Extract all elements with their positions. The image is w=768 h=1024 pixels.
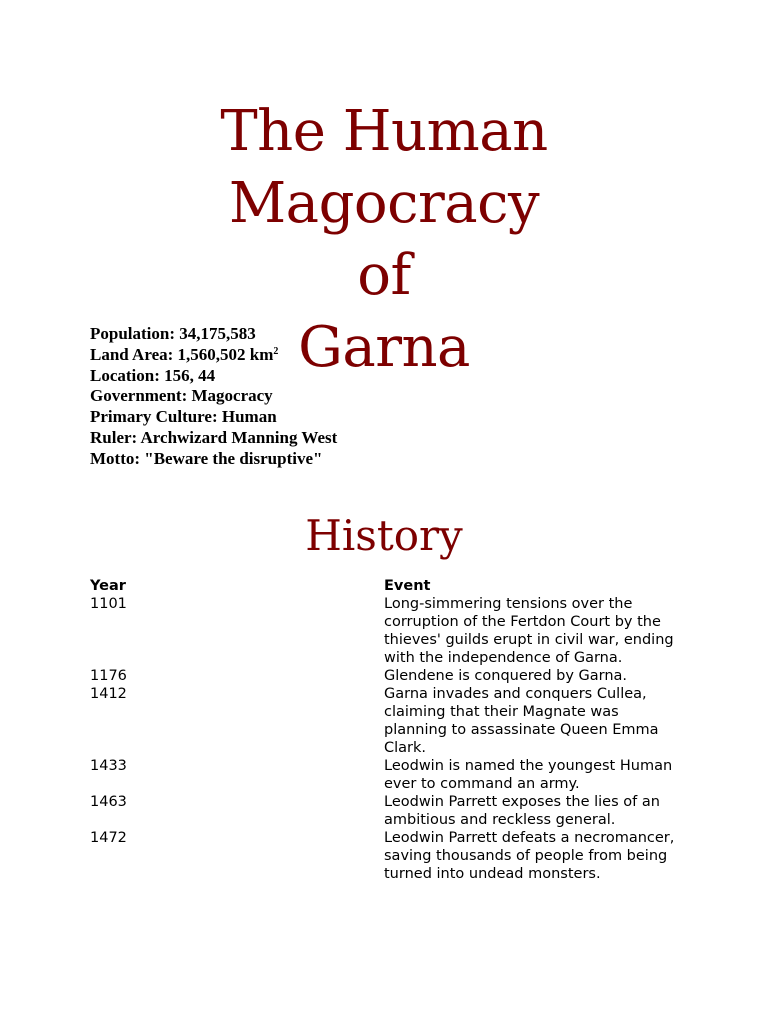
event-cell: Glendene is conquered by Garna.: [384, 668, 628, 684]
table-body: [90, 595, 684, 883]
fact-ruler: Ruler: Archwizard Manning West: [90, 427, 338, 447]
column-header-year: Year: [90, 578, 126, 594]
title-line-2: of: [357, 243, 411, 308]
fact-primary-culture: Primary Culture: Human: [90, 407, 277, 427]
nation-facts: [90, 324, 337, 470]
table-row: [90, 667, 684, 685]
table-row: [90, 685, 684, 757]
title-line-1: The Human Magocracy: [220, 99, 548, 236]
year-cell: 1472: [90, 830, 127, 846]
table-row: [90, 793, 684, 829]
year-cell: 1463: [90, 794, 127, 810]
table-row: [90, 595, 684, 667]
table-header-row: [90, 577, 684, 595]
year-cell: 1101: [90, 596, 127, 612]
column-header-event: Event: [384, 578, 431, 594]
event-cell: Long-simmering tensions over the corruption of the Fertdon Court by the thieves' guilds erupt in civil war, ending with the independence of Garna.: [384, 596, 674, 666]
year-cell: 1412: [90, 686, 127, 702]
event-cell: Garna invades and conquers Cullea, claiming that their Magnate was planning to assassinate Queen Emma Clark.: [384, 686, 659, 756]
year-cell: 1433: [90, 758, 127, 774]
fact-location: Location: 156, 44: [90, 365, 216, 385]
table-row: [90, 829, 684, 883]
event-cell: Leodwin Parrett defeats a necromancer, saving thousands of people from being turned into undead monsters.: [384, 830, 675, 882]
year-cell: 1176: [90, 668, 127, 684]
fact-land-area-superscript: 2: [273, 345, 279, 357]
title-line-3: Garna: [298, 315, 470, 380]
history-heading: History: [305, 511, 463, 560]
fact-land-area-text: Land Area: 1,560,502 km: [90, 344, 274, 364]
history-timeline-table: [90, 577, 684, 883]
fact-population: Population: 34,175,583: [90, 324, 256, 343]
fact-government: Government: Magocracy: [90, 386, 273, 406]
event-cell: Leodwin is named the youngest Human ever to command an army.: [384, 758, 673, 792]
fact-land-area: [90, 345, 337, 366]
event-cell: Leodwin Parrett exposes the lies of an ambitious and reckless general.: [384, 794, 660, 828]
fact-motto: Motto: "Beware the disruptive": [90, 448, 323, 468]
table-row: [90, 757, 684, 793]
